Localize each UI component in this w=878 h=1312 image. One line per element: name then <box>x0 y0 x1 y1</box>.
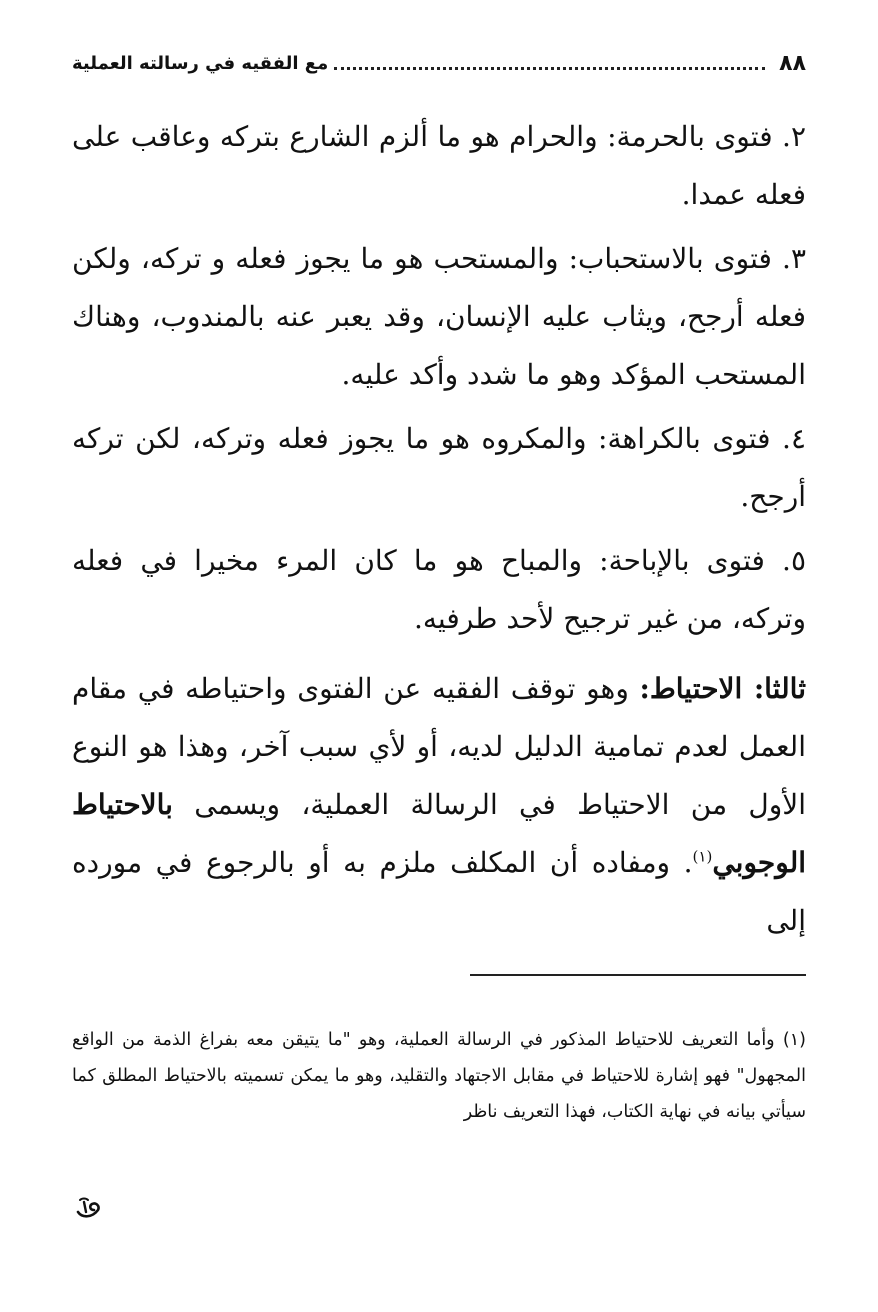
running-header <box>72 40 806 86</box>
footnote-separator <box>470 974 806 976</box>
paragraph-disliked: ٤. فتوى بالكراهة: والمكروه هو ما يجوز فعله وتركه، لكن تركه أرجح. <box>72 422 806 513</box>
header-leader-dots <box>334 67 765 70</box>
paragraph-recommended: ٣. فتوى بالاستحباب: والمستحب هو ما يجوز فعله و تركه، ولكن فعله أرجح، ويثاب عليه الإنسان، وقد يعبر عنه بالمندوب، وهناك المستحب المؤكد وهو ما شدد وأكد عليه. <box>72 242 806 391</box>
paragraph-permissible: ٥. فتوى بالإباحة: والمباح هو ما كان المرء مخيرا في فعله وتركه، من غير ترجيح لأحد طرفيه. <box>72 544 806 635</box>
precaution-text-1: وهو توقف الفقيه عن الفتوى واحتياطه في مقام العمل لعدم تمامية الدليل لديه، أو لأي سبب آخر، وهذا هو النوع الأول من الاحتياط في الرسالة العملية، ويسمى <box>72 672 806 821</box>
continuation-mark-icon <box>74 1192 104 1222</box>
term-obligatory-precaution: بالاحتياط الوجوبي <box>72 788 807 879</box>
footnote-reference[interactable]: (١) <box>692 847 713 866</box>
paragraph-prohibition: ٢. فتوى بالحرمة: والحرام هو ما ألزم الشارع بتركه وعاقب على فعله عمدا. <box>72 120 806 211</box>
precaution-text-2: . ومفاده أن المكلف ملزم به أو بالرجوع في مورده إلى <box>72 846 806 937</box>
book-title: مع الفقيه في رسالته العملية <box>72 52 329 74</box>
page-number: ٨٨ <box>779 50 806 76</box>
paragraph-precaution <box>72 660 806 950</box>
footnote: (١) وأما التعريف للاحتياط المذكور في الرسالة العملية، وهو "ما يتيقن معه بفراغ الذمة من الواقع المجهول" فهو إشارة للاحتياط في مقابل الاجتهاد والتقليد، وهو ما يمكن تسميته بالاحتياط المطلق كما سيأتي بيانه في نهاية الكتاب، فهذا التعريف ناظر <box>72 1030 806 1122</box>
body-text <box>72 108 806 956</box>
section-heading-precaution: ثالثا: الاحتياط: <box>639 672 806 705</box>
